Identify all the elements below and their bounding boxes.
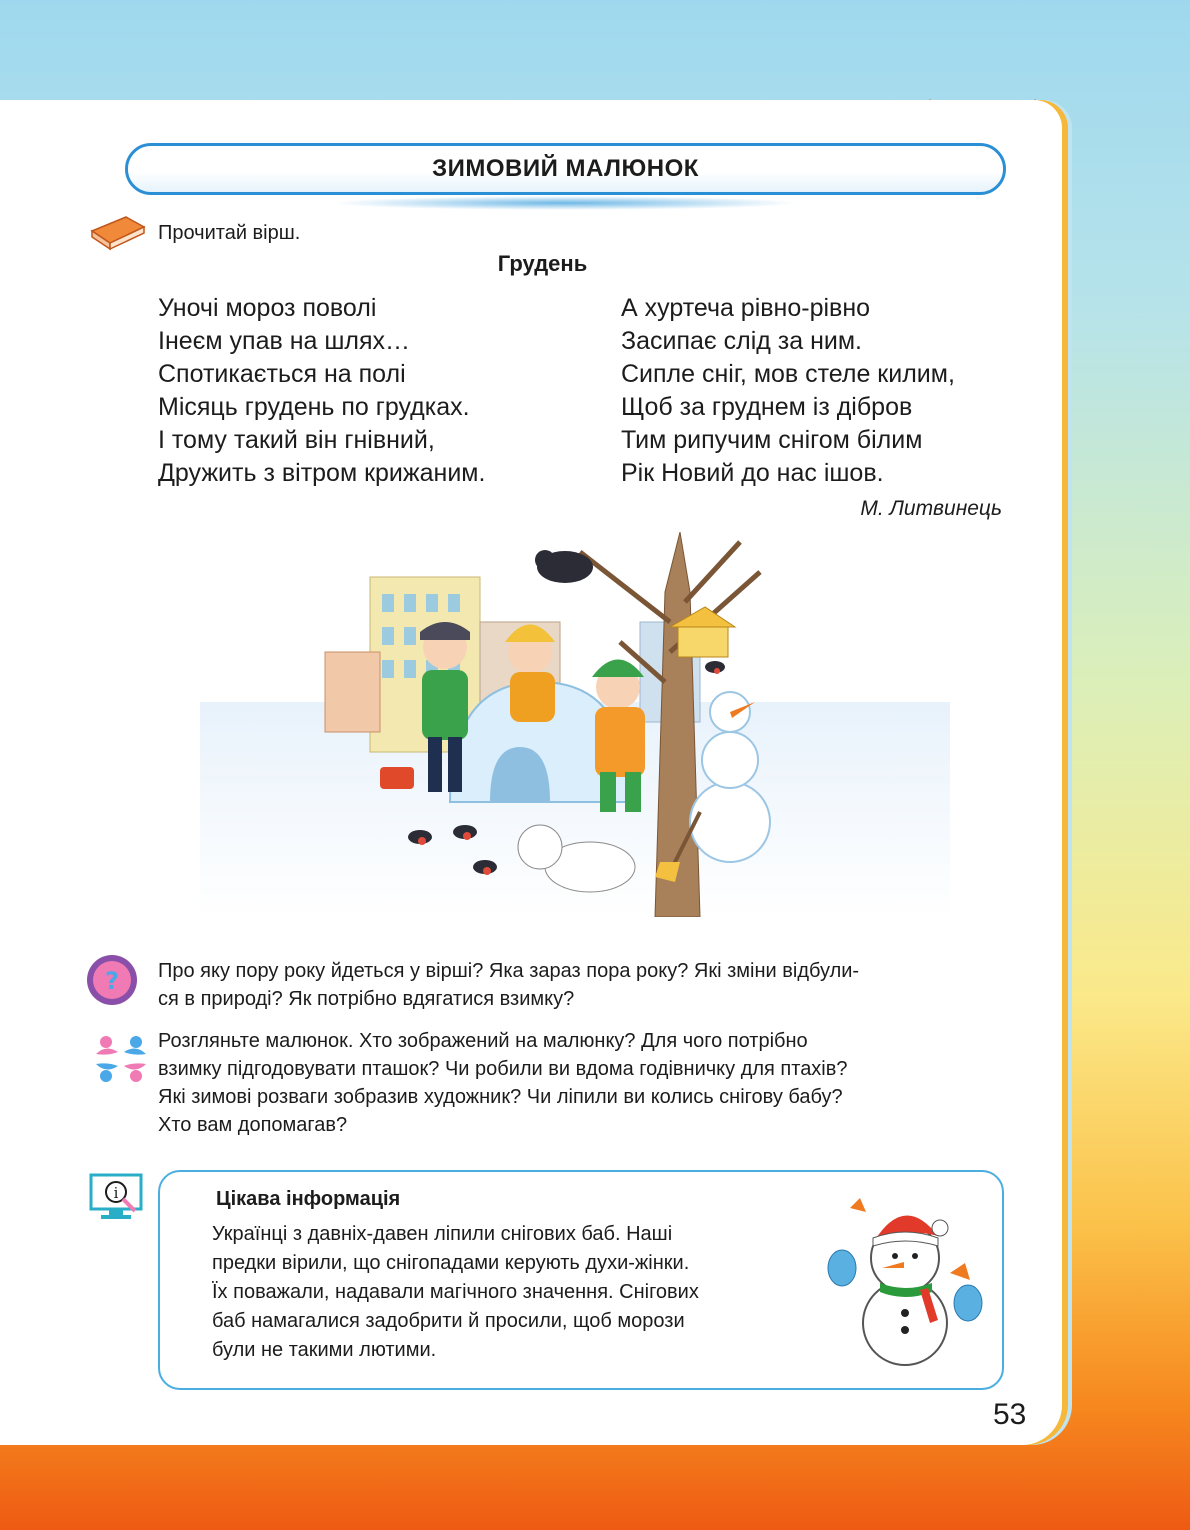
lesson-title: ЗИМОВИЙ МАЛЮНОК bbox=[432, 155, 699, 182]
info-line: баб намагалися задобрити й просили, щоб морози bbox=[212, 1310, 685, 1332]
poem-left-column bbox=[158, 292, 485, 490]
page-number: 53 bbox=[993, 1398, 1027, 1431]
info-monitor-icon bbox=[89, 1173, 149, 1223]
lesson-title-bar bbox=[125, 143, 1006, 195]
question-paragraph-2 bbox=[158, 1027, 1004, 1139]
poem-line: Інеєм упав на шлях… bbox=[158, 327, 411, 355]
poem-title: Грудень bbox=[497, 251, 588, 276]
book-icon bbox=[88, 213, 148, 253]
poem-line: І тому такий він гнівний, bbox=[158, 426, 435, 454]
svg-text:i: i bbox=[113, 1184, 119, 1202]
snowman-illustration bbox=[820, 1198, 995, 1368]
poem-line: Сипле сніг, мов стеле килим, bbox=[621, 360, 955, 388]
question-line: Які зимові розваги зобразив художник? Чи ліпили ви колись снігову бабу? bbox=[158, 1086, 843, 1108]
winter-scene-illustration bbox=[200, 532, 950, 917]
info-line: предки вірили, що снігопадами керують духи-жінки. bbox=[212, 1252, 690, 1274]
question-line: Хто вам допомагав? bbox=[158, 1114, 348, 1136]
question-line: Розгляньте малюнок. Хто зображений на малюнку? Для чого потрібно bbox=[158, 1030, 808, 1052]
info-text bbox=[212, 1220, 804, 1365]
title-shadow bbox=[330, 196, 800, 210]
poem-right-column bbox=[621, 292, 955, 490]
poem-line: Тим рипучим снігом білим bbox=[621, 426, 923, 454]
poem-line: А хуртеча рівно-рівно bbox=[621, 294, 871, 322]
poem-author: М. Литвинець bbox=[860, 497, 1002, 520]
question-line: взимку підгодовувати пташок? Чи робили ви вдома годівничку для птахів? bbox=[158, 1058, 848, 1080]
info-line: були не такими лютими. bbox=[212, 1339, 437, 1361]
question-line: Про яку пору року йдеться у вірші? Яка зараз пора року? Які зміни відбули- bbox=[158, 960, 860, 982]
question-line: ся в природі? Як потрібно вдягатися взимку? bbox=[158, 988, 575, 1010]
poem-line: Засипає слід за ним. bbox=[621, 327, 863, 355]
poem-line: Місяць грудень по грудках. bbox=[158, 393, 470, 421]
reading-instruction: Прочитай вірш. bbox=[158, 222, 301, 244]
bottom-band bbox=[0, 1440, 1190, 1530]
info-line: Їх поважали, надавали магічного значення. Снігових bbox=[212, 1281, 699, 1303]
info-title: Цікава інформація bbox=[216, 1188, 401, 1210]
poem-line: Дружить з вітром крижаним. bbox=[158, 459, 486, 487]
question-icon bbox=[85, 953, 139, 1007]
info-line: Українці з давніх-давен ліпили снігових баб. Наші bbox=[212, 1223, 673, 1245]
poem-line: Спотикається на полі bbox=[158, 360, 406, 388]
group-discussion-icon bbox=[92, 1030, 150, 1088]
question-paragraph-1 bbox=[158, 957, 1004, 1013]
poem-line: Щоб за груднем із дібров bbox=[621, 393, 913, 421]
poem-line: Уночі мороз поволі bbox=[158, 294, 377, 322]
svg-text:?: ? bbox=[105, 967, 119, 995]
poem-line: Рік Новий до нас ішов. bbox=[621, 459, 884, 487]
